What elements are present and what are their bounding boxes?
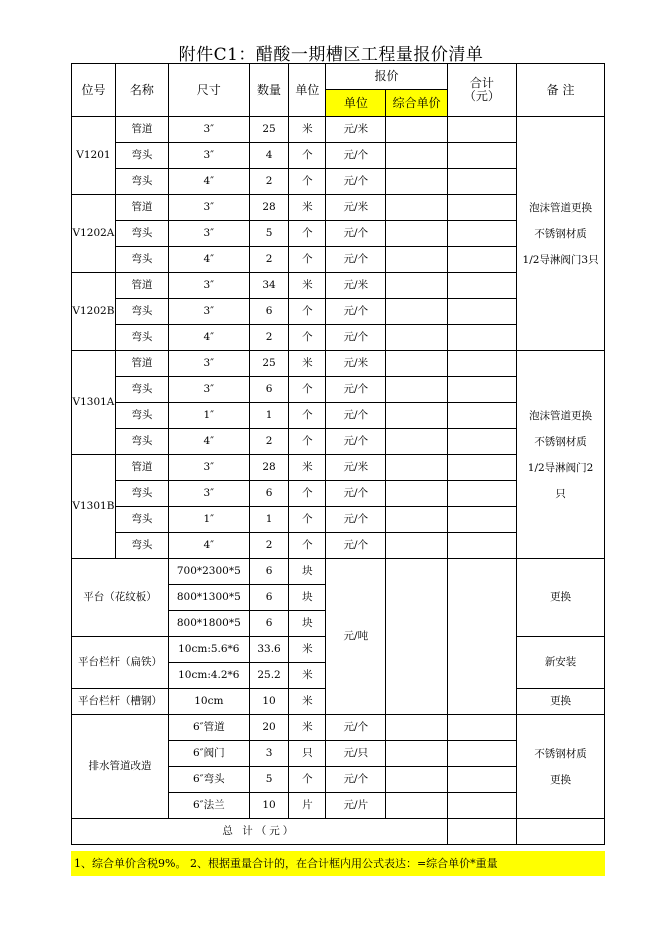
- item-unit: 个: [289, 533, 326, 559]
- item-size: 3″: [168, 455, 249, 481]
- item-qty: 1: [249, 507, 289, 533]
- item-unit: 个: [289, 299, 326, 325]
- item-qty: 6: [249, 585, 289, 611]
- item-unit: 米: [289, 689, 326, 715]
- unit-price-cell[interactable]: [386, 143, 447, 169]
- item-size: 3″: [168, 143, 249, 169]
- total-cell[interactable]: [447, 507, 516, 533]
- item-name: 弯头: [115, 481, 168, 507]
- remark-line: 不锈钢材质: [534, 747, 587, 760]
- header-position: 位号: [72, 64, 116, 117]
- item-size: 4″: [168, 247, 249, 273]
- total-cell[interactable]: [447, 559, 516, 715]
- quote-unit-cell: 元/米: [326, 273, 386, 299]
- quote-unit-cell: 元/米: [326, 455, 386, 481]
- unit-price-cell[interactable]: [386, 533, 447, 559]
- table-row: [72, 117, 605, 143]
- position-v1202a: V1202A: [72, 195, 116, 273]
- unit-price-cell[interactable]: [386, 325, 447, 351]
- page-title: 附件C1：醋酸一期槽区工程量报价清单: [178, 45, 484, 65]
- quote-unit-cell: 元/个: [326, 481, 386, 507]
- position-v1301b: V1301B: [72, 455, 116, 559]
- item-unit: 米: [289, 455, 326, 481]
- quote-unit-cell: 元/个: [326, 221, 386, 247]
- quote-unit-cell: 元/个: [326, 533, 386, 559]
- total-cell[interactable]: [447, 715, 516, 741]
- unit-price-cell[interactable]: [386, 273, 447, 299]
- item-qty: 28: [249, 195, 289, 221]
- position-v1202b: V1202B: [72, 273, 116, 351]
- item-qty: 6: [249, 299, 289, 325]
- quote-unit-cell: 元/个: [326, 143, 386, 169]
- header-unit: 单位: [289, 64, 326, 117]
- table-row: [72, 351, 605, 377]
- item-name: 弯头: [115, 507, 168, 533]
- item-size: 3″: [168, 117, 249, 143]
- item-unit: 只: [289, 741, 326, 767]
- item-qty: 25: [249, 117, 289, 143]
- total-cell[interactable]: [447, 221, 516, 247]
- item-name: 弯头: [115, 299, 168, 325]
- item-unit: 米: [289, 715, 326, 741]
- unit-price-cell[interactable]: [386, 195, 447, 221]
- unit-price-cell[interactable]: [386, 377, 447, 403]
- item-size: 6″弯头: [168, 767, 249, 793]
- item-name: 弯头: [115, 403, 168, 429]
- quote-unit-cell: 元/片: [326, 793, 386, 819]
- item-unit: 块: [289, 585, 326, 611]
- item-qty: 2: [249, 169, 289, 195]
- item-unit: 个: [289, 429, 326, 455]
- item-qty: 6: [249, 481, 289, 507]
- unit-price-cell[interactable]: [386, 117, 447, 143]
- quote-unit-cell: 元/个: [326, 325, 386, 351]
- total-cell[interactable]: [447, 143, 516, 169]
- item-qty: 2: [249, 247, 289, 273]
- item-size: 700*2300*5: [168, 559, 249, 585]
- item-qty: 28: [249, 455, 289, 481]
- header-quote: 报价: [326, 64, 448, 90]
- item-unit: 个: [289, 507, 326, 533]
- total-cell[interactable]: [447, 169, 516, 195]
- item-name: 管道: [115, 455, 168, 481]
- header-remark: 备 注: [517, 64, 605, 117]
- item-size: 800*1300*5: [168, 585, 249, 611]
- item-unit: 个: [289, 169, 326, 195]
- item-qty: 1: [249, 403, 289, 429]
- item-qty: 3: [249, 741, 289, 767]
- total-cell[interactable]: [447, 793, 516, 819]
- unit-price-cell[interactable]: [386, 169, 447, 195]
- header-total-line: （元）: [463, 89, 500, 103]
- item-unit: 米: [289, 195, 326, 221]
- platform-plate-remark: 更换: [517, 559, 605, 637]
- total-cell[interactable]: [447, 299, 516, 325]
- item-name: 管道: [115, 273, 168, 299]
- quote-table: [71, 63, 605, 845]
- total-cell[interactable]: [447, 429, 516, 455]
- item-qty: 5: [249, 221, 289, 247]
- item-qty: 2: [249, 429, 289, 455]
- item-qty: 25: [249, 351, 289, 377]
- total-cell[interactable]: [447, 403, 516, 429]
- unit-price-cell[interactable]: [386, 741, 447, 767]
- item-unit: 个: [289, 377, 326, 403]
- unit-price-cell[interactable]: [386, 299, 447, 325]
- quote-unit-cell: 元/个: [326, 247, 386, 273]
- remark-line: 只: [555, 487, 566, 500]
- unit-price-cell[interactable]: [386, 455, 447, 481]
- unit-price-cell[interactable]: [386, 793, 447, 819]
- item-size: 10cm:4.2*6: [168, 663, 249, 689]
- item-qty: 6: [249, 377, 289, 403]
- remark-line: 1/2导淋阀门2: [527, 461, 594, 474]
- item-size: 6″管道: [168, 715, 249, 741]
- unit-price-cell[interactable]: [386, 507, 447, 533]
- item-name: 弯头: [115, 221, 168, 247]
- item-unit: 个: [289, 247, 326, 273]
- total-cell[interactable]: [447, 117, 516, 143]
- platform-plate-label: 平台（花纹板）: [72, 559, 169, 637]
- quote-unit-cell: 元/个: [326, 507, 386, 533]
- total-cell[interactable]: [447, 247, 516, 273]
- header-name: 名称: [115, 64, 168, 117]
- item-name: 弯头: [115, 377, 168, 403]
- unit-price-cell[interactable]: [386, 429, 447, 455]
- item-name: 弯头: [115, 247, 168, 273]
- item-name: 弯头: [115, 143, 168, 169]
- remark-group2: [517, 351, 605, 559]
- total-cell[interactable]: [447, 741, 516, 767]
- item-unit: 米: [289, 117, 326, 143]
- item-name: 弯头: [115, 169, 168, 195]
- item-qty: 2: [249, 533, 289, 559]
- position-v1201: V1201: [72, 117, 116, 195]
- total-remark-cell: [517, 819, 605, 845]
- header-quote-unit: 单位: [326, 90, 386, 117]
- grand-total-cell[interactable]: [447, 819, 516, 845]
- item-size: 3″: [168, 481, 249, 507]
- item-qty: 5: [249, 767, 289, 793]
- remark-line: 泡沫管道更换: [529, 409, 593, 422]
- item-name: 弯头: [115, 533, 168, 559]
- header-total: [447, 64, 516, 117]
- remark-group1: [517, 117, 605, 351]
- header-total-line: 合计: [469, 76, 494, 90]
- item-qty: 34: [249, 273, 289, 299]
- quote-unit-cell: 元/米: [326, 117, 386, 143]
- item-qty: 6: [249, 611, 289, 637]
- remark-line: 不锈钢材质: [534, 227, 587, 240]
- quote-unit-cell: 元/个: [326, 429, 386, 455]
- item-size: 3″: [168, 273, 249, 299]
- item-unit: 个: [289, 403, 326, 429]
- position-v1301a: V1301A: [72, 351, 116, 455]
- item-qty: 10: [249, 689, 289, 715]
- item-size: 3″: [168, 351, 249, 377]
- item-size: 6″法兰: [168, 793, 249, 819]
- item-size: 4″: [168, 429, 249, 455]
- item-name: 管道: [115, 351, 168, 377]
- total-label: 总 计（元）: [72, 819, 448, 845]
- total-cell[interactable]: [447, 533, 516, 559]
- remark-line: 不锈钢材质: [534, 435, 587, 448]
- item-name: 管道: [115, 117, 168, 143]
- item-qty: 25.2: [249, 663, 289, 689]
- unit-price-cell[interactable]: [386, 221, 447, 247]
- item-unit: 个: [289, 325, 326, 351]
- unit-price-cell[interactable]: [386, 351, 447, 377]
- table-row: [72, 715, 605, 741]
- total-cell[interactable]: [447, 767, 516, 793]
- item-qty: 10: [249, 793, 289, 819]
- footnote: 1、综合单价含税9%。 2、根据重量合计的，在合计框内用公式表达：=综合单价*重量: [71, 851, 605, 876]
- item-name: 弯头: [115, 325, 168, 351]
- item-size: 10cm: [168, 689, 249, 715]
- total-cell[interactable]: [447, 455, 516, 481]
- platform-channel-remark: 更换: [517, 689, 605, 715]
- item-size: 3″: [168, 377, 249, 403]
- total-cell[interactable]: [447, 481, 516, 507]
- item-unit: 个: [289, 481, 326, 507]
- item-unit: 个: [289, 143, 326, 169]
- item-unit: 个: [289, 221, 326, 247]
- quote-unit-cell: 元/只: [326, 741, 386, 767]
- total-cell[interactable]: [447, 325, 516, 351]
- quote-unit-cell: 元/个: [326, 715, 386, 741]
- item-size: 1″: [168, 403, 249, 429]
- item-unit: 米: [289, 637, 326, 663]
- platform-flat-remark: 新安装: [517, 637, 605, 689]
- item-size: 4″: [168, 169, 249, 195]
- unit-price-cell[interactable]: [386, 481, 447, 507]
- quote-unit-cell: 元/个: [326, 767, 386, 793]
- item-unit: 块: [289, 611, 326, 637]
- item-qty: 20: [249, 715, 289, 741]
- remark-line: 1/2导淋阀门3只: [522, 253, 599, 266]
- drain-label: 排水管道改造: [72, 715, 169, 819]
- item-unit: 个: [289, 767, 326, 793]
- quote-unit-cell: 元/个: [326, 377, 386, 403]
- header-quantity: 数量: [249, 64, 289, 117]
- quote-unit-cell: 元/米: [326, 351, 386, 377]
- unit-price-cell[interactable]: [386, 403, 447, 429]
- total-cell[interactable]: [447, 195, 516, 221]
- item-size: 800*1800*5: [168, 611, 249, 637]
- item-size: 3″: [168, 299, 249, 325]
- platform-quote-unit: 元/吨: [326, 559, 386, 715]
- item-size: 4″: [168, 325, 249, 351]
- total-row: [72, 819, 605, 845]
- item-unit: 块: [289, 559, 326, 585]
- item-name: 弯头: [115, 429, 168, 455]
- unit-price-cell[interactable]: [386, 559, 447, 715]
- header-size: 尺寸: [168, 64, 249, 117]
- item-qty: 33.6: [249, 637, 289, 663]
- total-cell[interactable]: [447, 273, 516, 299]
- unit-price-cell[interactable]: [386, 767, 447, 793]
- total-cell[interactable]: [447, 351, 516, 377]
- item-unit: 米: [289, 351, 326, 377]
- item-size: 3″: [168, 195, 249, 221]
- item-size: 4″: [168, 533, 249, 559]
- total-cell[interactable]: [447, 377, 516, 403]
- drain-remark: [517, 715, 605, 819]
- unit-price-cell[interactable]: [386, 247, 447, 273]
- item-qty: 2: [249, 325, 289, 351]
- quote-unit-cell: 元/个: [326, 299, 386, 325]
- platform-flat-label: 平台栏杆（扁铁）: [72, 637, 169, 689]
- table-row: [72, 559, 605, 585]
- item-size: 10cm:5.6*6: [168, 637, 249, 663]
- item-size: 6″阀门: [168, 741, 249, 767]
- quote-unit-cell: 元/个: [326, 169, 386, 195]
- item-size: 1″: [168, 507, 249, 533]
- quote-unit-cell: 元/米: [326, 195, 386, 221]
- header-quote-price: 综合单价: [386, 90, 447, 117]
- item-qty: 6: [249, 559, 289, 585]
- item-unit: 米: [289, 273, 326, 299]
- remark-line: 更换: [550, 773, 572, 786]
- quote-unit-cell: 元/个: [326, 403, 386, 429]
- item-unit: 米: [289, 663, 326, 689]
- platform-channel-label: 平台栏杆（槽钢）: [72, 689, 169, 715]
- item-unit: 片: [289, 793, 326, 819]
- item-qty: 4: [249, 143, 289, 169]
- item-size: 3″: [168, 221, 249, 247]
- remark-line: 泡沫管道更换: [529, 201, 593, 214]
- item-name: 管道: [115, 195, 168, 221]
- unit-price-cell[interactable]: [386, 715, 447, 741]
